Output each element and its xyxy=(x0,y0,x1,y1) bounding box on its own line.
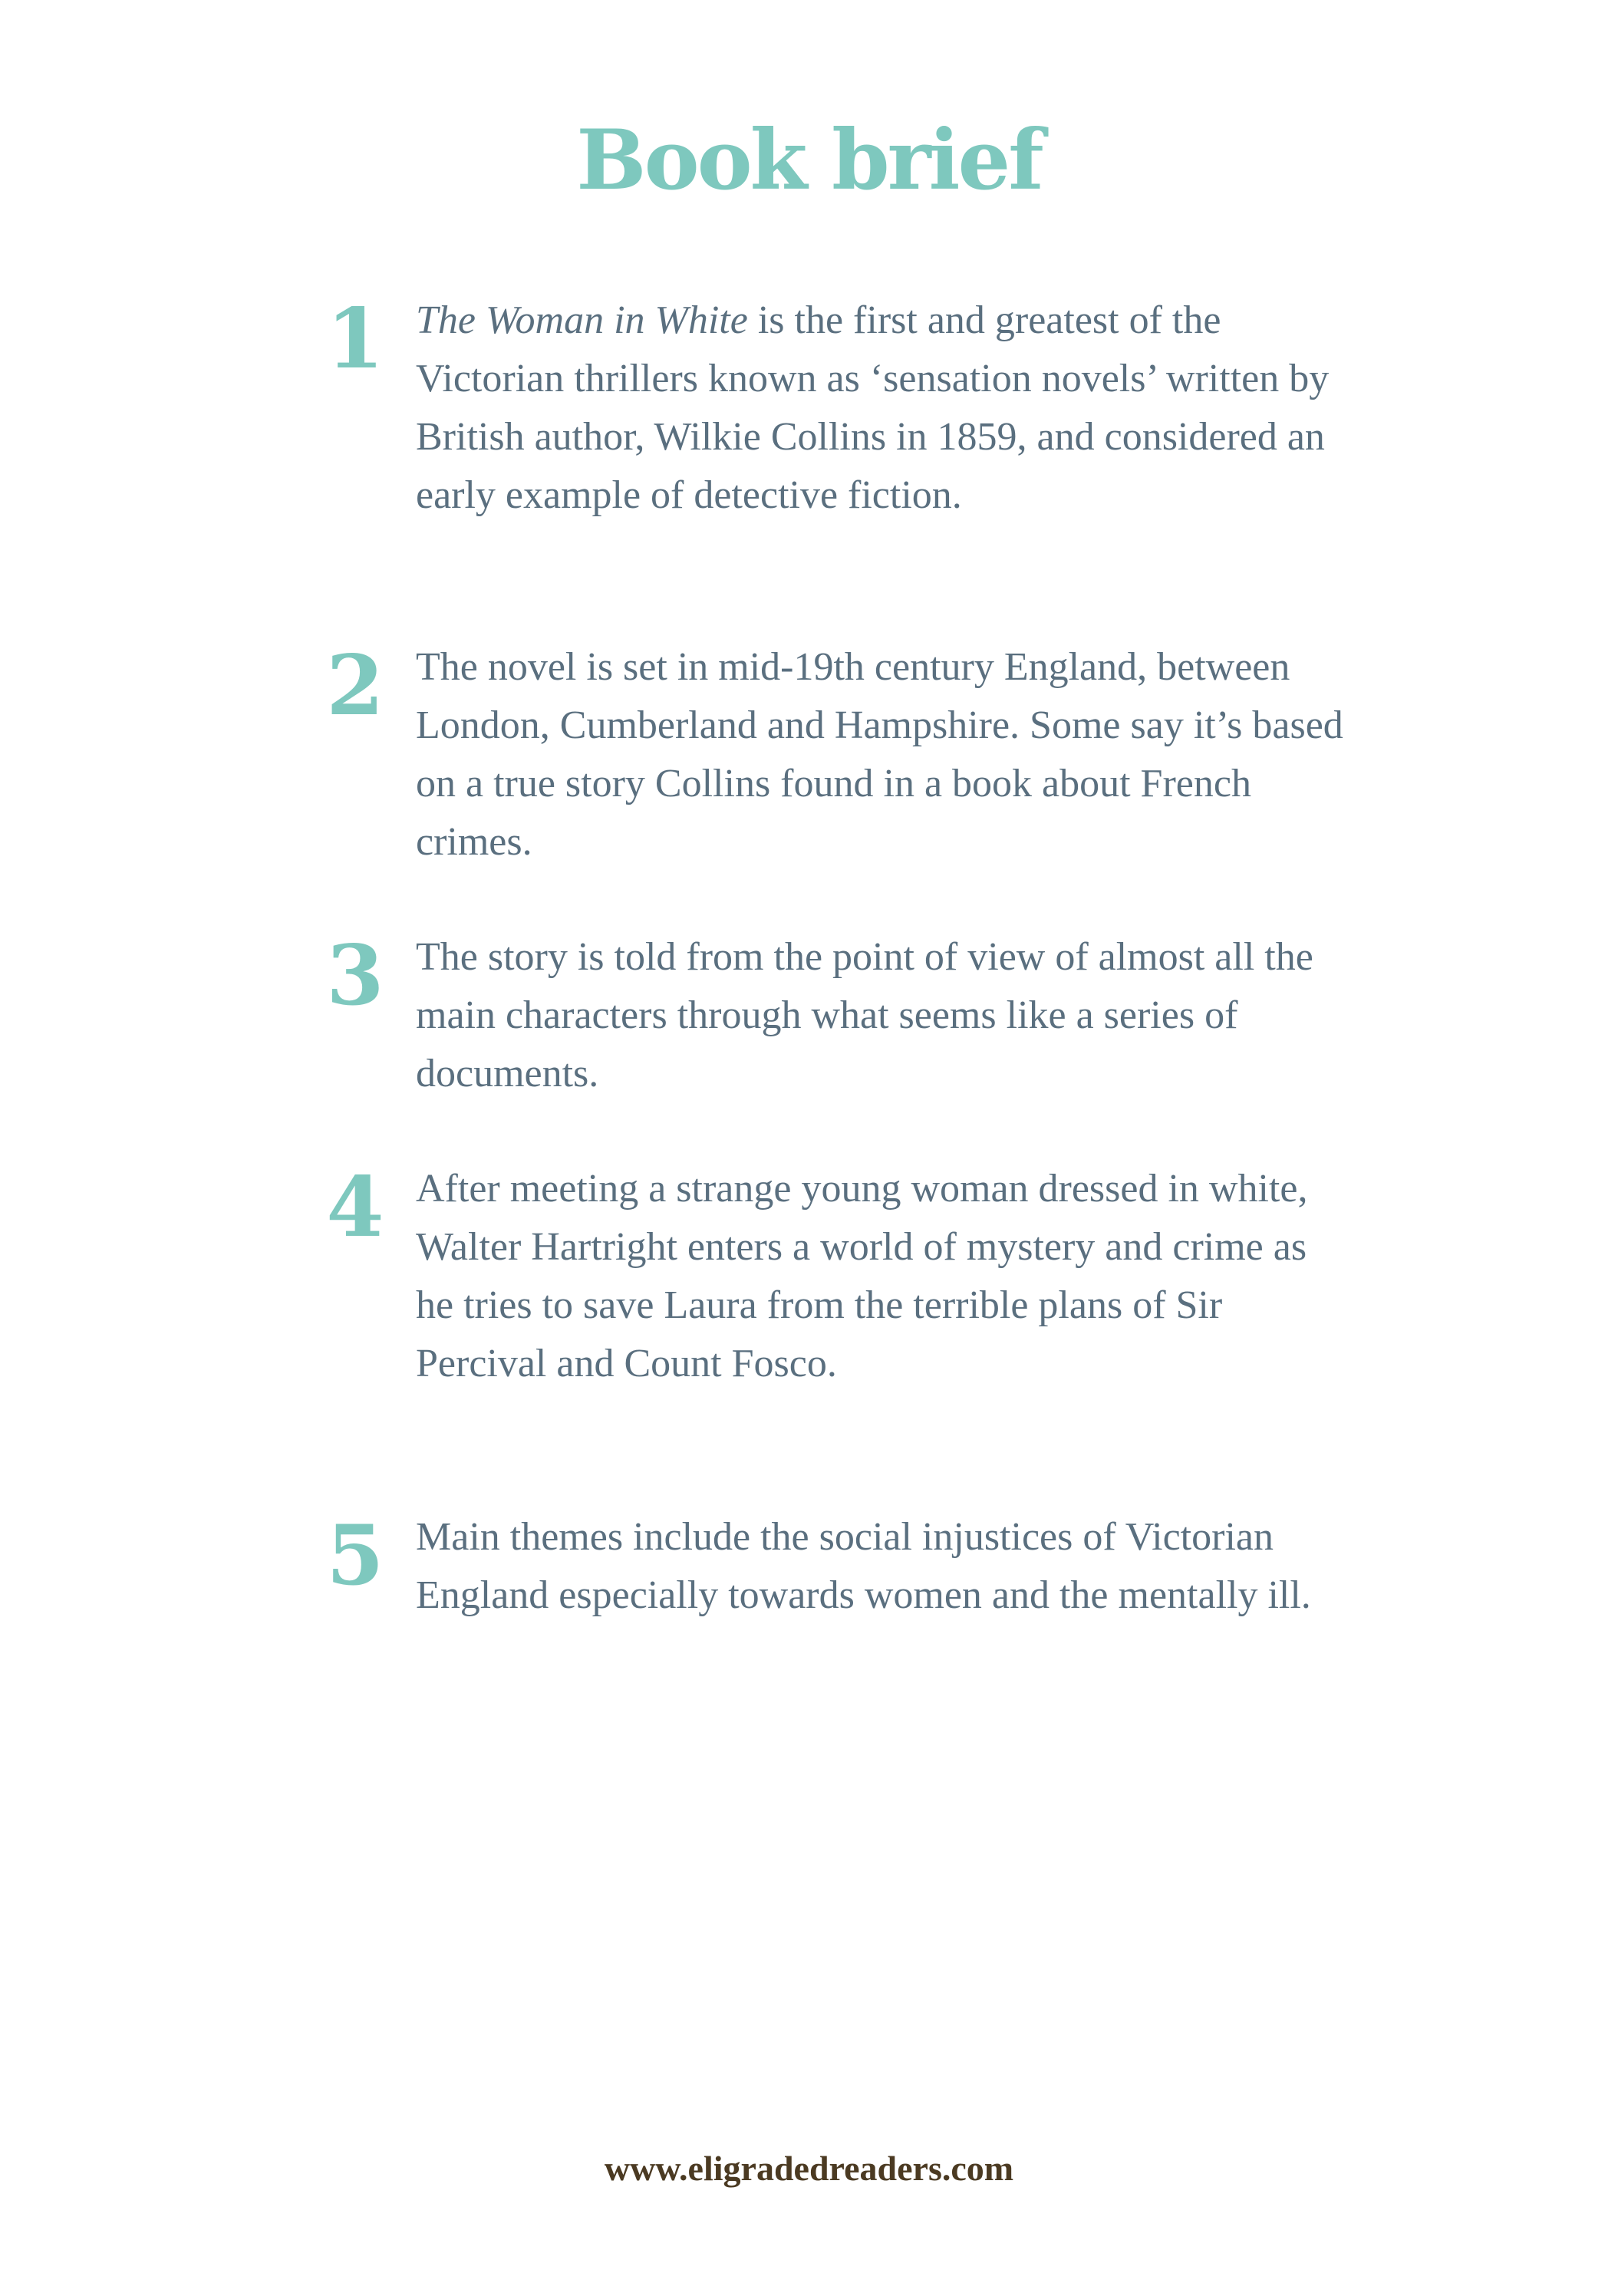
item-number: 2 xyxy=(326,637,384,734)
item-text xyxy=(416,292,1352,525)
item-text-body: is the first and greatest of the Victorian thrillers known as ‘sensation novels’ written by British author, Wilkie Collins in 1859, and considered an early example of detective fiction. xyxy=(416,298,1330,517)
footer-website-link[interactable]: www.eligradedreaders.com xyxy=(604,2149,1014,2188)
page-title: Book brief xyxy=(576,112,1042,209)
item-text: The novel is set in mid-19th century England, between London, Cumberland and Hampshire. Some say it’s based on a true story Collins found in a book about French crimes. xyxy=(416,645,1343,864)
item-text: The story is told from the point of view of almost all the main characters through what seems like a series of documents. xyxy=(416,935,1313,1095)
item-text: Main themes include the social injustices of Victorian England especially towards women and the mentally ill. xyxy=(416,1515,1311,1617)
item-number: 3 xyxy=(326,927,384,1024)
item-number: 1 xyxy=(326,291,384,387)
item-number: 4 xyxy=(326,1159,384,1256)
book-title-italic: The Woman in White xyxy=(416,298,748,342)
item-text: After meeting a strange young woman dressed in white, Walter Hartright enters a world of mystery and crime as he tries to save Laura from the terrible plans of Sir Percival and Count Fosco. xyxy=(416,1167,1308,1385)
item-number: 5 xyxy=(326,1507,384,1604)
